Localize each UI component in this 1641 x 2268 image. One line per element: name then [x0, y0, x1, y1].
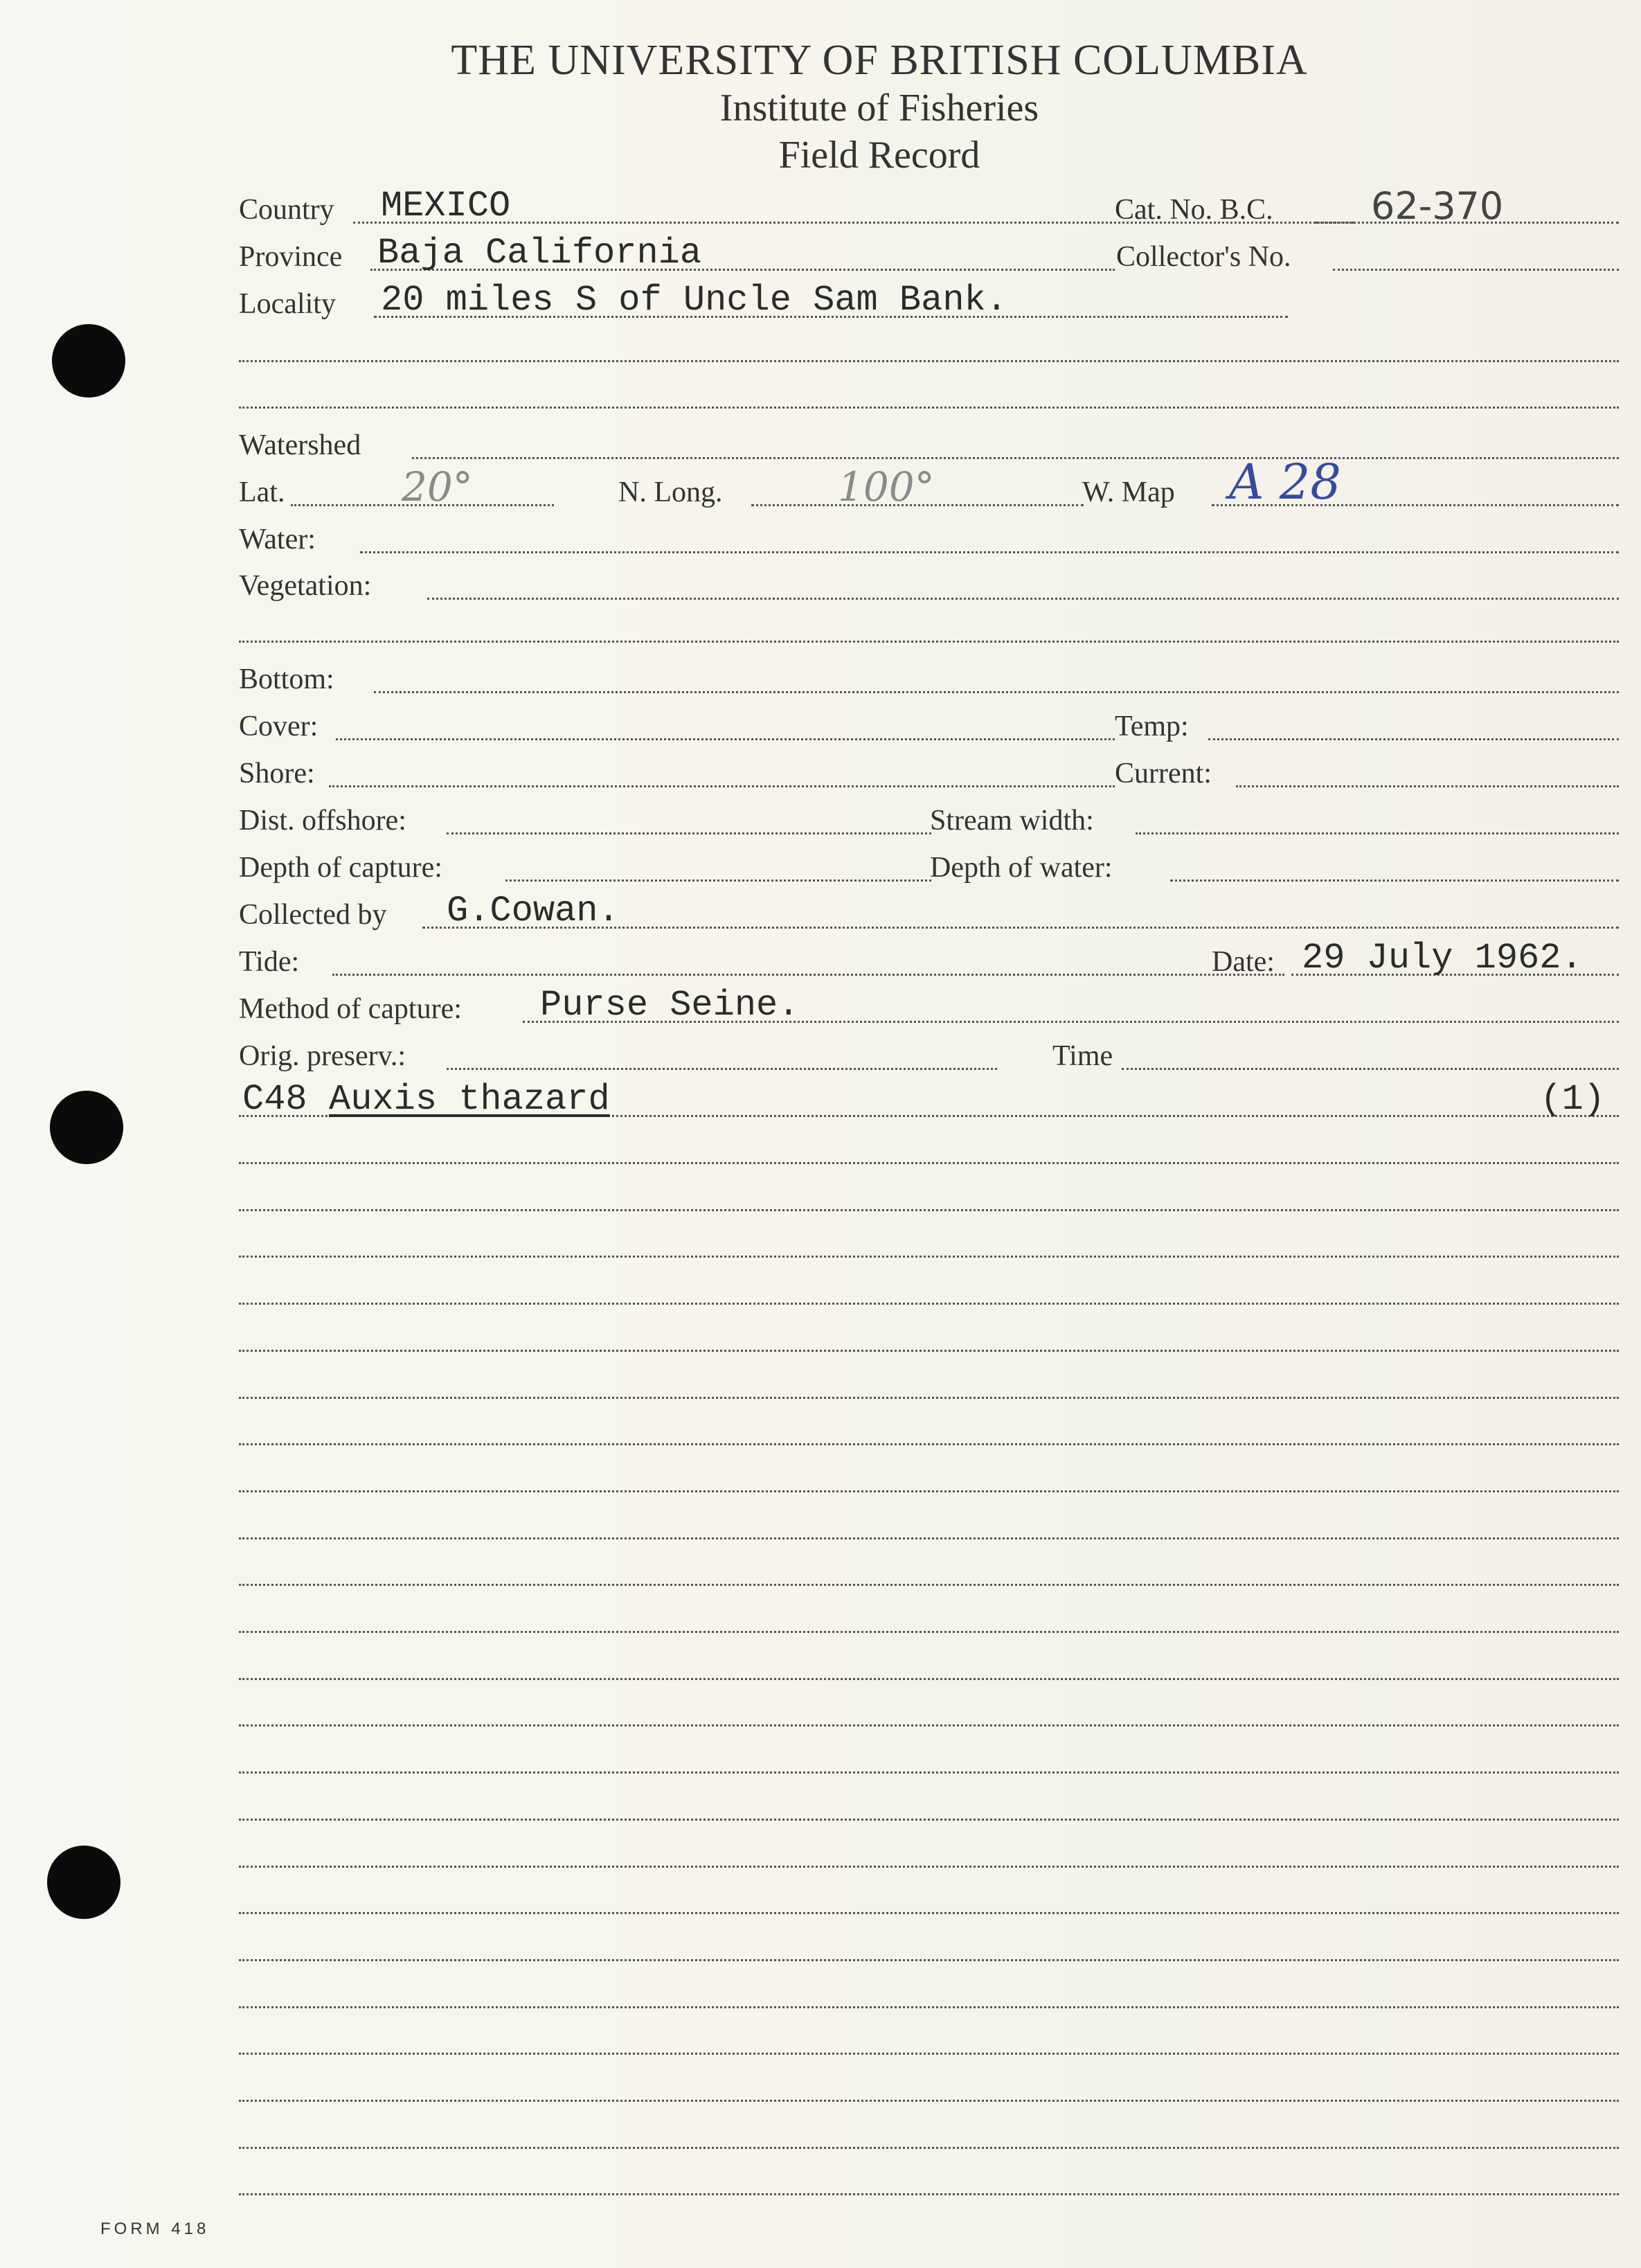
specimen-row [239, 1079, 1619, 1125]
lat-value: 20° [402, 463, 473, 510]
depth-capture-label: Depth of capture: [239, 852, 442, 884]
row-distance [239, 801, 1619, 843]
ruled-line [239, 1959, 1619, 1961]
w-map-label: W. Map [1082, 476, 1175, 508]
row-tide [239, 938, 1619, 984]
form-number: FORM 418 [100, 2220, 210, 2238]
form-title: Field Record [778, 134, 980, 177]
date-label: Date: [1212, 946, 1275, 978]
ruled-line [239, 1866, 1619, 1868]
row-depth [239, 848, 1619, 890]
vegetation-label: Vegetation: [239, 570, 372, 602]
punch-hole [47, 1846, 120, 1919]
row-province [239, 233, 1619, 279]
n-long-label: N. Long. [618, 476, 723, 508]
watershed-label: Watershed [239, 429, 361, 461]
ruled-line [239, 1256, 1619, 1258]
ruled-line [239, 2147, 1619, 2149]
ruled-line [239, 1490, 1619, 1492]
lat-label: Lat. [239, 476, 285, 508]
province-label: Province [239, 241, 343, 273]
time-label: Time [1052, 1040, 1113, 1072]
ruled-line [239, 1724, 1619, 1726]
ruled-line [239, 2053, 1619, 2055]
method-label: Method of capture: [239, 993, 462, 1025]
specimen-code: C48 [242, 1079, 307, 1120]
province-value: Baja California [377, 233, 702, 274]
row-watershed [239, 426, 1619, 467]
orig-preserv-label: Orig. preserv.: [239, 1040, 406, 1072]
row-water [239, 520, 1619, 562]
blank-line [239, 407, 1619, 409]
ruled-line [239, 1537, 1619, 1539]
ruled-line [239, 1819, 1619, 1821]
institute-title: Institute of Fisheries [719, 87, 1039, 130]
map-value: A 28 [1229, 454, 1341, 510]
row-locality [239, 280, 1619, 326]
collected-by-value: G.Cowan. [447, 891, 620, 931]
collected-by-label: Collected by [239, 899, 387, 931]
ruled-line [239, 1397, 1619, 1399]
cat-no-label: Cat. No. B.C. [1115, 194, 1273, 226]
ruled-line [239, 1350, 1619, 1352]
bottom-label: Bottom: [239, 663, 334, 695]
ruled-line [239, 2006, 1619, 2008]
temp-label: Temp: [1115, 711, 1189, 742]
ruled-line [239, 2193, 1619, 2195]
shore-label: Shore: [239, 758, 315, 789]
long-value: 100° [838, 463, 935, 510]
ruled-line [239, 1912, 1619, 1914]
university-title: THE UNIVERSITY OF BRITISH COLUMBIA [451, 37, 1308, 84]
specimen-count: (1) [1540, 1079, 1605, 1120]
row-vegetation [239, 566, 1619, 608]
cover-label: Cover: [239, 711, 319, 742]
ruled-line [239, 1303, 1619, 1305]
punch-hole [50, 1091, 123, 1164]
country-label: Country [239, 194, 334, 226]
row-bottom [239, 660, 1619, 702]
tide-label: Tide: [239, 946, 300, 978]
punch-hole [52, 324, 125, 398]
cat-no-value: 62-370 [1371, 184, 1504, 228]
dist-offshore-label: Dist. offshore: [239, 805, 406, 837]
depth-water-label: Depth of water: [930, 852, 1113, 884]
ruled-line [239, 1771, 1619, 1774]
row-country [239, 184, 1619, 232]
locality-label: Locality [239, 288, 336, 320]
specimen-name: Auxis thazard [329, 1079, 610, 1120]
ruled-line [239, 1631, 1619, 1633]
ruled-line [239, 1162, 1619, 1164]
locality-value: 20 miles S of Uncle Sam Bank. [381, 280, 1007, 321]
row-shore [239, 754, 1619, 796]
blank-line [239, 360, 1619, 362]
row-collected-by [239, 891, 1619, 937]
water-label: Water: [239, 524, 316, 555]
collectors-no-label: Collector's No. [1116, 241, 1291, 273]
row-cover [239, 707, 1619, 749]
ruled-line [239, 1443, 1619, 1445]
ruled-line [239, 1209, 1619, 1211]
country-value: MEXICO [381, 186, 511, 226]
ruled-line [239, 1678, 1619, 1680]
ruled-line [239, 2100, 1619, 2102]
blank-line [239, 641, 1619, 643]
method-value: Purse Seine. [540, 985, 800, 1026]
row-orig-preserv [239, 1037, 1619, 1078]
row-method [239, 985, 1619, 1031]
stream-width-label: Stream width: [930, 805, 1094, 837]
current-label: Current: [1115, 758, 1212, 789]
row-coordinates [239, 454, 1619, 515]
date-value: 29 July 1962. [1302, 938, 1583, 979]
ruled-line [239, 1584, 1619, 1586]
